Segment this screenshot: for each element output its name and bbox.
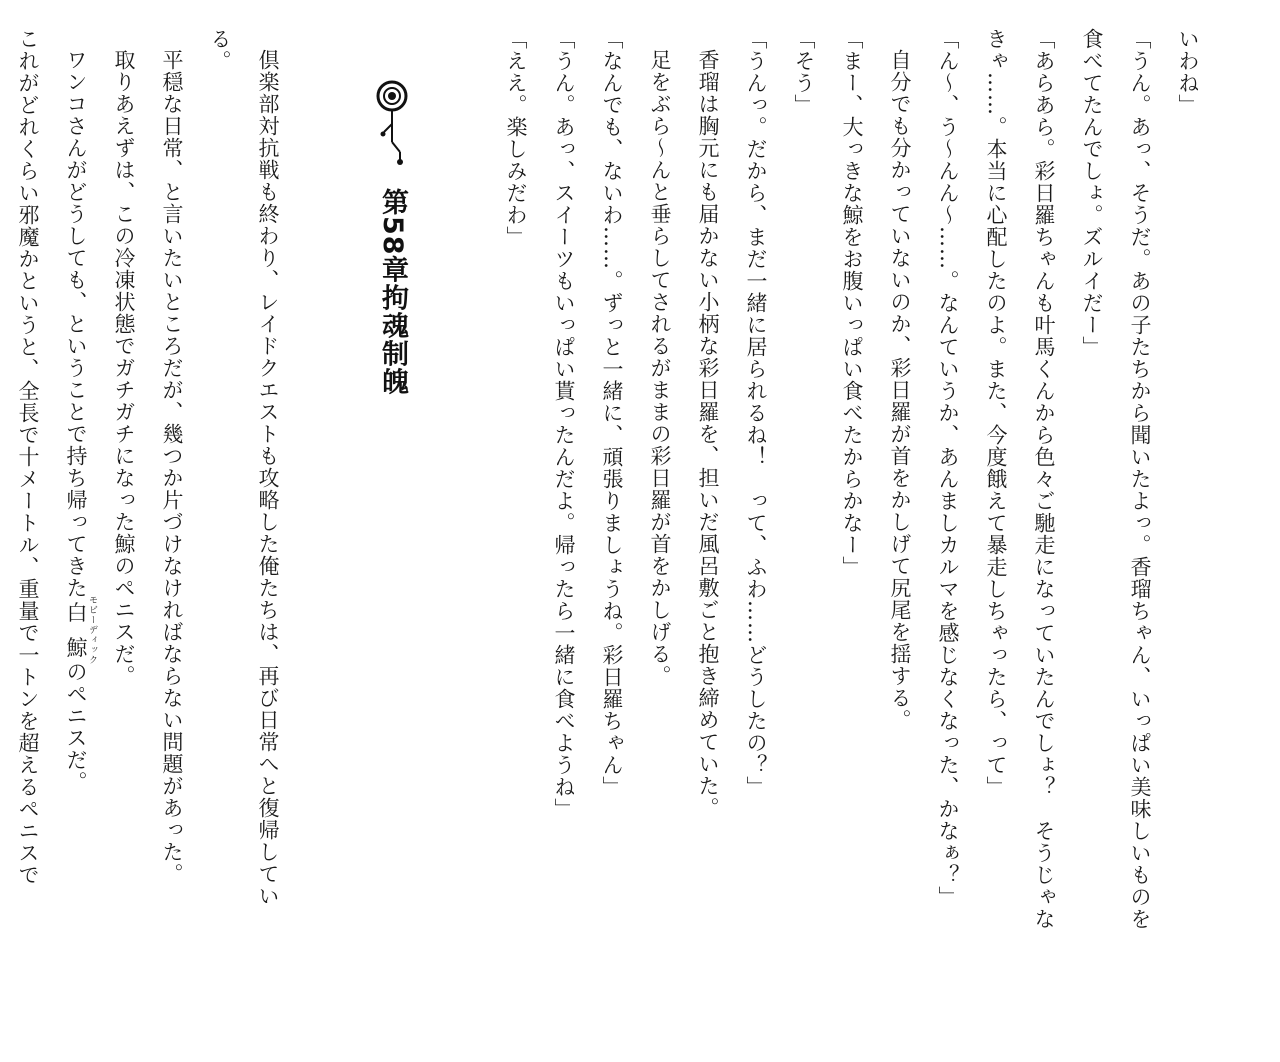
text-line: 「うんっ。だから、まだ一緒に居られるね！ って、ふわ……どうしたの？」 [744,28,768,798]
chapter-number-part: 章 [377,255,408,284]
chapter-heading [332,28,452,1048]
text-line: いわね」 [1176,28,1200,116]
text-segment: ワンコさんがどうしても、ということで持ち帰ってきた [64,49,88,599]
text-line: これがどれくらい邪魔かというと、全長で十メートル、重量で一トンを超えるペニスで [16,28,40,886]
chapter-number-part: 8 [377,235,408,256]
text-segment: のペニスだ。 [64,661,88,793]
chapter-number-part: 5 [377,216,408,236]
text-line: る。 [208,28,232,72]
text-line: 足をぶら～んと垂らしてされるがままの彩日羅が首をかしげる。 [648,49,672,687]
text-line: 自分でも分かっていないのか、彩日羅が首をかしげて尻尾を揺する。 [888,49,912,731]
text-line: 「そう」 [792,28,816,116]
text-line-with-ruby [52,28,100,1048]
text-line: 「ええ。楽しみだわ」 [504,28,528,248]
text-line: 倶楽部対抗戦も終わり、レイドクエストも攻略した俺たちは、再び日常へと復帰してい [256,49,280,907]
text-line: 「ん～、う～んん～……。なんていうか、あんましカルマを感じなくなった、かなぁ？」 [936,28,960,908]
text-line: 「うん。あっ、スイーツもいっぱい貰ったんだよ。帰ったら一緒に食べようね」 [552,28,576,820]
text-line: 「なんでも、ないわ……。ずっと一緒に、頑張りましょうね。彩日羅ちゃん」 [600,28,624,798]
ruby-annotation: モビーディック [87,595,97,665]
text-line: 「まー、大っきな鯨をお腹いっぱい食べたからかなー」 [840,28,864,578]
section-gap [452,28,492,1048]
circuit-node-icon [374,80,410,170]
chapter-name: 拘魂制魄 [377,283,408,396]
text-line: 食べてたんでしょ。ズルイだー」 [1080,28,1104,358]
ruby-word [64,595,97,665]
vertical-text-body [4,28,1212,1048]
text-line: きゃ……。本当に心配したのよ。また、今度餓えて暴走しちゃったら、って」 [984,28,1008,798]
text-line: 香瑠は胸元にも届かない小柄な彩日羅を、担いだ風呂敷ごと抱き締めていた。 [696,49,720,819]
text-line: 「うん。あっ、そうだ。あの子たちから聞いたよっ。香瑠ちゃん、いっぱい美味しいものを [1128,28,1152,930]
chapter-number-part: 第 [377,188,408,216]
text-line: 「あらあら。彩日羅ちゃんも叶馬くんから色々ご馳走になっていたんでしょ？ そうじゃな [1032,28,1056,930]
section-gap [292,28,332,1048]
ruby-base: 白鯨 [64,595,88,665]
chapter-title [376,188,408,396]
text-line: 平穏な日常、と言いたいところだが、幾つか片づけなければならない問題があった。 [160,49,184,885]
text-line: 取りあえずは、この冷凍状態でガチガチになった鯨のペニスだ。 [112,49,136,687]
